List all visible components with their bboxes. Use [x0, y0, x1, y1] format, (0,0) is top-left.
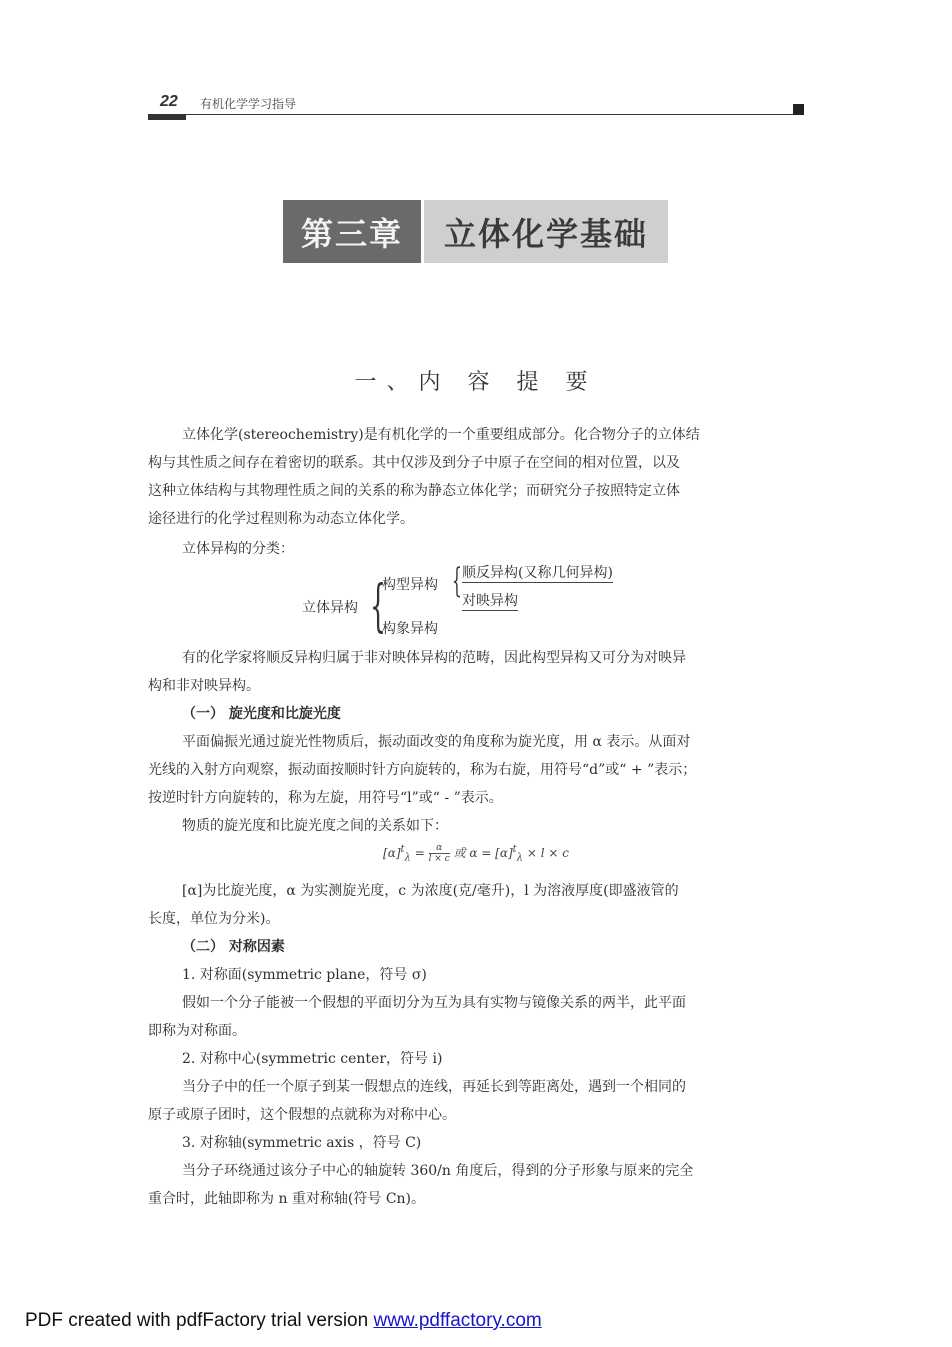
subsection-1-line-1: 平面偏振光通过旋光性物质后，振动面改变的角度称为旋光度，用 α 表示。从面对 — [182, 734, 691, 750]
header-block-left — [148, 114, 186, 120]
subsection-1-line-2: 光线的入射方向观察，振动面按顺时针方向旋转的，称为右旋，用符号“d”或“ + ”表示； — [148, 762, 697, 778]
classification-conformational: 构象异构 — [382, 621, 438, 637]
rotation-formula — [0, 843, 952, 864]
intro-line-3: 这种立体结构与其物理性质之间的关系的称为静态立体化学；而研究分子按照特定立体 — [148, 483, 680, 499]
subsection-2-title: （二） 对称因素 — [182, 939, 285, 955]
formula-explain-line-2: 长度，单位为分米)。 — [148, 911, 280, 927]
header-block-right — [793, 104, 804, 115]
formula-fraction — [429, 843, 450, 864]
symmetry-plane-line-1: 假如一个分子能被一个假想的平面切分为互为具有实物与镜像关系的两半，此平面 — [182, 995, 686, 1011]
intro-line-2: 构与其性质之间存在着密切的联系。其中仅涉及到分子中原子在空间的相对位置，以及 — [148, 455, 680, 471]
symmetry-axis-line-2: 重合时，此轴即称为 n 重对称轴(符号 Cn)。 — [148, 1191, 426, 1207]
note-line-2: 构和非对映异构。 — [148, 678, 260, 694]
classification-cis-trans: 顺反异构(又称几何异构) — [462, 562, 613, 583]
header-rule — [148, 114, 802, 115]
classification-heading: 立体异构的分类： — [182, 541, 294, 557]
note-line-1: 有的化学家将顺反异构归属于非对映体异构的范畴，因此构型异构又可分为对映异 — [182, 650, 686, 666]
formula-explain-line-1: [α]为比旋光度，α 为实测旋光度，c 为浓度(克/毫升)，l 为溶液厚度(即盛液管的 — [182, 883, 679, 899]
symmetry-plane-line-2: 即称为对称面。 — [148, 1023, 246, 1039]
classification-enantiomer: 对映异构 — [462, 590, 518, 611]
formula-sub-2: λ — [516, 852, 524, 864]
formula-sup-2: t — [512, 844, 517, 855]
symmetry-center-line-1: 当分子中的任一个原子到某一假想点的连线，再延长到等距离处，遇到一个相同的 — [182, 1079, 686, 1095]
formula-tail: × l × c — [523, 846, 569, 860]
symmetry-center-title: 2. 对称中心(symmetric center，符号 i) — [182, 1051, 443, 1067]
symmetry-plane-title: 1. 对称面(symmetric plane，符号 σ) — [182, 967, 427, 983]
brace-big: { — [370, 574, 387, 639]
page-number: 22 — [160, 93, 178, 110]
symmetry-center-line-2: 原子或原子团时，这个假想的点就称为对称中心。 — [148, 1107, 456, 1123]
formula-numerator: α — [429, 843, 450, 854]
intro-line-1: 立体化学(stereochemistry)是有机化学的一个重要组成部分。化合物分子的立体结 — [182, 427, 700, 443]
brace-small: { — [452, 561, 462, 601]
formula-sub: λ — [404, 852, 411, 864]
intro-line-4: 途径进行的化学过程则称为动态立体化学。 — [148, 511, 414, 527]
subsection-1-relation: 物质的旋光度和比旋光度之间的关系如下： — [182, 818, 448, 834]
section-title: 一、内 容 提 要 — [354, 370, 598, 395]
chapter-number: 第三章 — [283, 200, 421, 263]
formula-lhs: [α] — [383, 846, 401, 860]
symmetry-axis-title: 3. 对称轴(symmetric axis ，符号 C) — [182, 1135, 422, 1151]
footer-text: PDF created with pdfFactory trial version — [25, 1310, 374, 1331]
running-title: 有机化学学习指导 — [200, 97, 297, 111]
classification-root: 立体异构 — [302, 600, 358, 616]
pdf-footer — [25, 1310, 542, 1332]
subsection-1-line-3: 按逆时针方向旋转的，称为左旋，用符号“l”或“ - ”表示。 — [148, 790, 503, 806]
footer-link[interactable]: www.pdffactory.com — [373, 1310, 542, 1331]
formula-or: 或 α = [α] — [449, 846, 513, 860]
formula-denominator: l × c — [428, 854, 450, 864]
formula-sup: t — [400, 844, 405, 855]
formula-eq: = — [410, 846, 429, 860]
classification-configurational: 构型异构 — [382, 577, 438, 593]
subsection-1-title: （一） 旋光度和比旋光度 — [182, 706, 341, 722]
chapter-title: 立体化学基础 — [424, 200, 668, 263]
symmetry-axis-line-1: 当分子环绕通过该分子中心的轴旋转 360/n 角度后，得到的分子形象与原来的完全 — [182, 1163, 694, 1179]
